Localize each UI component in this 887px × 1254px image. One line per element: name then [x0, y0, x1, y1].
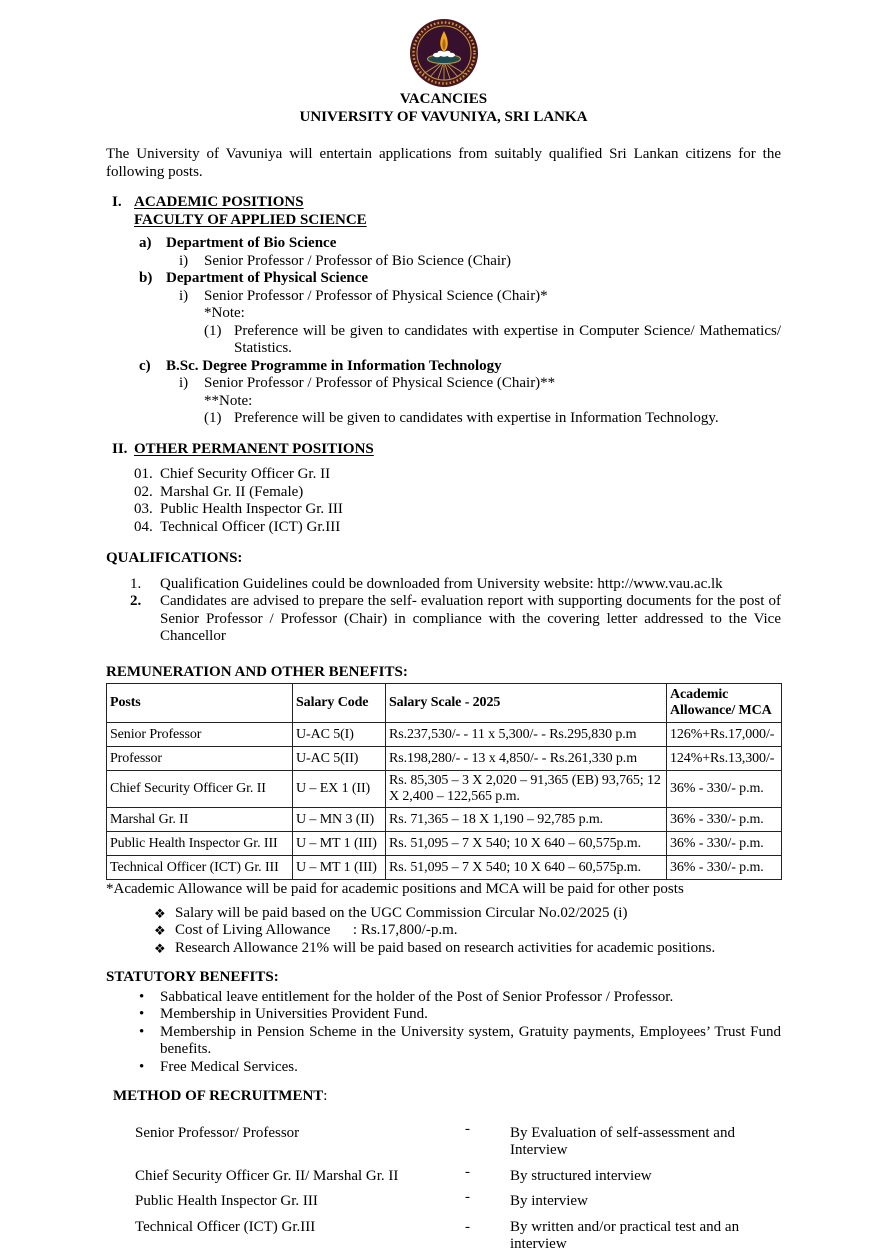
dash-separator: - [465, 1163, 470, 1180]
table-row: Technical Officer (ICT) Gr. III U – MT 1 (III) Rs. 51,095 – 7 X 540; 10 X 640 – 60,575p.m. 36% - 330/- p.m. [107, 856, 782, 880]
list-item: • Sabbatical leave entitlement for the holder of the Post of Senior Professor / Professor. [139, 988, 674, 1005]
section-2-number: II. [112, 440, 128, 457]
list-item [135, 1219, 781, 1254]
recruitment-method: By written and/or practical test and an interview [510, 1218, 740, 1252]
list-item: 04. Technical Officer (ICT) Gr.III [134, 518, 341, 535]
list-item [135, 1189, 781, 1211]
dept-item-c [106, 358, 781, 376]
diamond-bullet-icon: ❖ [154, 940, 166, 956]
qualification-text: Candidates are advised to prepare the self- evaluation report with supporting documents for the post of Senior Professor / Professor (Chair) in compliance with the covering letter addressed to the Vice Chancellor [160, 593, 781, 644]
list-item: • Free Medical Services. [139, 1058, 298, 1075]
recruitment-post: Technical Officer (ICT) Gr.III [135, 1218, 316, 1235]
item-a-title: Department of Bio Science [166, 235, 337, 251]
doc-title: VACANCIES [399, 91, 488, 107]
list-item: • Membership in Universities Provident Fund. [139, 1006, 428, 1022]
section-1-heading [106, 194, 781, 212]
salary-table-header [107, 684, 782, 723]
recruitment-post: Senior Professor/ Professor [135, 1124, 300, 1141]
section-2-title: OTHER PERMANENT POSITIONS [134, 440, 374, 457]
dash-separator: - [465, 1218, 470, 1235]
section-1-subheading: FACULTY OF APPLIED SCIENCE [134, 211, 367, 228]
list-item [135, 1120, 781, 1160]
list-item: 03. Public Health Inspector Gr. III [134, 501, 343, 517]
item-c-title: B.Sc. Degree Programme in Information Technology [166, 357, 502, 374]
recruitment-method: By structured interview [510, 1167, 652, 1184]
recruitment-method: By interview [510, 1193, 588, 1209]
list-item: ❖ Salary will be paid based on the UGC Commission Circular No.02/2025 (i) [154, 904, 628, 921]
list-item: 02. Marshal Gr. II (Female) [134, 483, 304, 500]
section-1-title: ACADEMIC POSITIONS [134, 194, 304, 210]
item-a-marker: a) [139, 235, 152, 251]
qualifications-heading: QUALIFICATIONS: [106, 550, 243, 566]
section-1-number: I. [112, 194, 122, 210]
table-footnote: *Academic Allowance will be paid for academic positions and MCA will be paid for other posts [106, 881, 684, 897]
remuneration-heading: REMUNERATION AND OTHER BENEFITS: [106, 663, 408, 680]
col-salary-scale: Salary Scale - 2025 [386, 684, 667, 723]
item-c-note: (1) Preference will be given to candidates with expertise in Information Technology. [204, 410, 719, 426]
dash-separator: - [465, 1120, 470, 1137]
col-posts: Posts [107, 684, 293, 723]
list-item [135, 1163, 781, 1186]
dept-item-b [106, 270, 781, 288]
other-positions-list [106, 466, 781, 536]
list-item: 01. Chief Security Officer Gr. II [134, 466, 331, 482]
doc-subtitle: UNIVERSITY OF VAVUNIYA, SRI LANKA [299, 108, 588, 125]
dept-item-a [106, 235, 781, 253]
dept-item-c-sub: i) Senior Professor / Professor of Physical Science (Chair)** [179, 375, 556, 391]
section-other-permanent-positions [106, 441, 781, 537]
dept-item-a-sub: i) Senior Professor / Professor of Bio Science (Chair) [179, 252, 512, 269]
item-b-note-label: *Note: [204, 305, 245, 321]
dot-bullet-icon: • [139, 1023, 145, 1040]
table-row: Senior Professor U-AC 5(I) Rs.237,530/- - 11 x 5,300/- - Rs.295,830 p.m 126%+Rs.17,000/- [107, 723, 782, 747]
section-academic-positions [106, 194, 781, 428]
salary-notes-list [106, 905, 781, 958]
table-row: Marshal Gr. II U – MN 3 (II) Rs. 71,365 – 18 X 1,190 – 92,785 p.m. 36% - 330/- p.m. [107, 808, 782, 832]
dept-item-b-sub: i) Senior Professor / Professor of Physical Science (Chair)* [179, 287, 548, 304]
recruitment-post: Public Health Inspector Gr. III [135, 1193, 318, 1209]
recruitment-method: By Evaluation of self-assessment and Interview [510, 1124, 735, 1158]
qualification-item: 1. Qualification Guidelines could be downloaded from University website: http://www.vau.ac.lk [106, 576, 781, 594]
col-academic-allowance: Academic Allowance/ MCA [667, 684, 782, 723]
table-row: Chief Security Officer Gr. II U – EX 1 (II) Rs. 85,305 – 3 X 2,020 – 91,365 (EB) 93,765; 12 X 2,400 – 122,565 p.m. 36% - 330/- p.m. [107, 771, 782, 808]
qualification-text: Qualification Guidelines could be downloaded from University website: http://www.vau.ac.lk [160, 575, 723, 592]
statutory-benefits-list [106, 989, 781, 1077]
method-of-recruitment-list [135, 1120, 781, 1254]
dot-bullet-icon: • [139, 1058, 145, 1075]
item-c-marker: c) [139, 357, 151, 374]
list-item: ❖ Cost of Living Allowance : Rs.17,800/-p.m. [154, 922, 458, 938]
table-row: Professor U-AC 5(II) Rs.198,280/- - 13 x 4,850/- - Rs.261,330 p.m 124%+Rs.13,300/- [107, 747, 782, 771]
list-item: ❖ Research Allowance 21% will be paid based on research activities for academic positions. [154, 939, 716, 956]
item-b-marker: b) [139, 270, 153, 286]
list-item: • Membership in Pension Scheme in the University system, Gratuity payments, Employees’ Trust Fund benefits. [139, 1023, 781, 1057]
table-row: Public Health Inspector Gr. III U – MT 1 (III) Rs. 51,095 – 7 X 540; 10 X 640 – 60,575p.m. 36% - 330/- p.m. [107, 832, 782, 856]
item-c-note-label: **Note: [204, 392, 253, 409]
diamond-bullet-icon: ❖ [154, 905, 166, 921]
intro-paragraph: The University of Vavuniya will entertain applications from suitably qualified Sri Lankan citizens for the following posts. [106, 146, 781, 180]
col-salary-code: Salary Code [293, 684, 386, 723]
item-b-note: (1) Preference will be given to candidates with expertise in Computer Science/ Mathematics/ Statistics. [204, 322, 781, 356]
method-of-recruitment-heading: METHOD OF RECRUITMENT: [113, 1088, 328, 1104]
item-b-title: Department of Physical Science [166, 270, 369, 286]
dash-separator: - [465, 1189, 470, 1205]
qualification-item: 2. Candidates are advised to prepare the self- evaluation report with supporting documents for the post of Senior Professor / Professor (Chair) in compliance with the covering letter addressed to the Vice Chancellor [130, 593, 781, 644]
dot-bullet-icon: • [139, 1006, 145, 1022]
recruitment-post: Chief Security Officer Gr. II/ Marshal Gr. II [135, 1167, 399, 1184]
statutory-benefits-heading: STATUTORY BENEFITS: [106, 969, 279, 985]
university-crest-logo [409, 18, 479, 88]
salary-table [106, 683, 782, 880]
dot-bullet-icon: • [139, 988, 145, 1005]
section-2-heading [106, 441, 781, 459]
diamond-bullet-icon: ❖ [154, 923, 166, 938]
qualifications-list [106, 576, 781, 646]
